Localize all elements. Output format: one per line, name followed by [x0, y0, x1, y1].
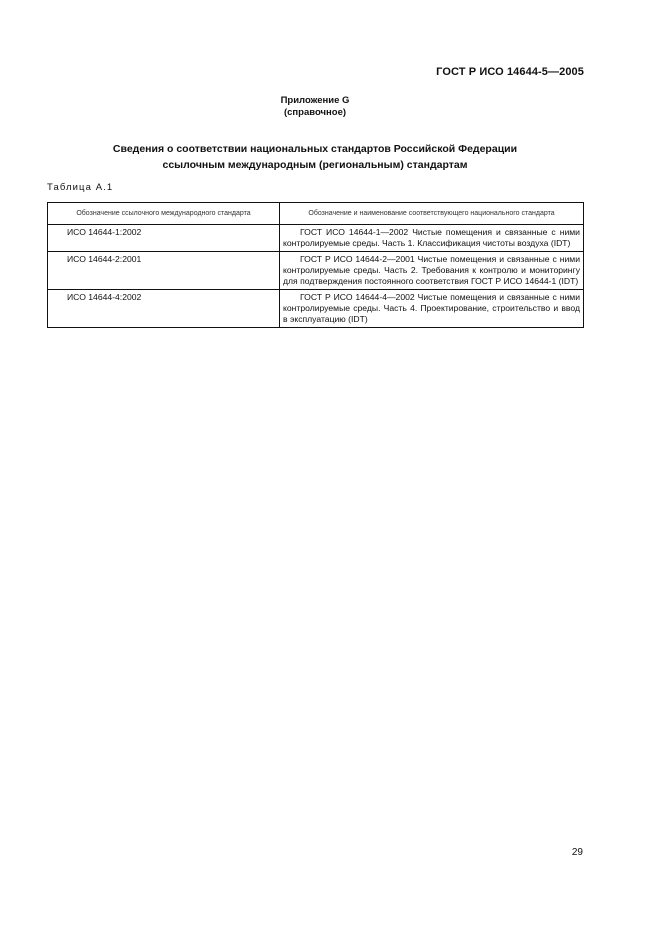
international-standard-code: ИСО 14644-1:2002: [48, 225, 280, 252]
standards-table: [47, 202, 584, 328]
column-header-national: Обозначение и наименование соответствующего национального стандарта: [280, 203, 584, 225]
appendix-title: Приложение G: [280, 95, 350, 106]
international-standard-code: ИСО 14644-2:2001: [48, 252, 280, 290]
table-row: [48, 225, 584, 252]
international-standard-code: ИСО 14644-4:2002: [48, 290, 280, 328]
table-caption: Таблица А.1: [47, 182, 114, 193]
column-header-international: Обозначение ссылочного международного стандарта: [48, 203, 280, 225]
table-row: [48, 290, 584, 328]
document-code: ГОСТ Р ИСО 14644-5—2005: [436, 66, 584, 78]
table-header-row: [48, 203, 584, 225]
appendix-heading: [0, 95, 630, 119]
section-title-line-2: ссылочным международным (региональным) стандартам: [162, 159, 468, 171]
national-standard-description: ГОСТ Р ИСО 14644-2—2001 Чистые помещения и связанные с ними контролируемые среды. Часть 2. Требования к контролю и мониторингу для подтверждения постоянного соответствия ГОСТ Р ИСО 14644-1 (IDT): [280, 252, 584, 290]
national-standard-description: ГОСТ Р ИСО 14644-4—2002 Чистые помещения и связанные с ними контролируемые среды. Часть 4. Проектирование, строительство и ввод в эксплуатацию (IDT): [280, 290, 584, 328]
page-number: 29: [571, 847, 583, 858]
table-row: [48, 252, 584, 290]
section-title-line-1: Сведения о соответствии национальных стандартов Российской Федерации: [112, 143, 518, 155]
appendix-subtitle: (справочное): [283, 107, 347, 118]
section-title: [0, 141, 630, 173]
national-standard-description: ГОСТ ИСО 14644-1—2002 Чистые помещения и связанные с ними контролируемые среды. Часть 1. Классификация чистоты воздуха (IDT): [280, 225, 584, 252]
